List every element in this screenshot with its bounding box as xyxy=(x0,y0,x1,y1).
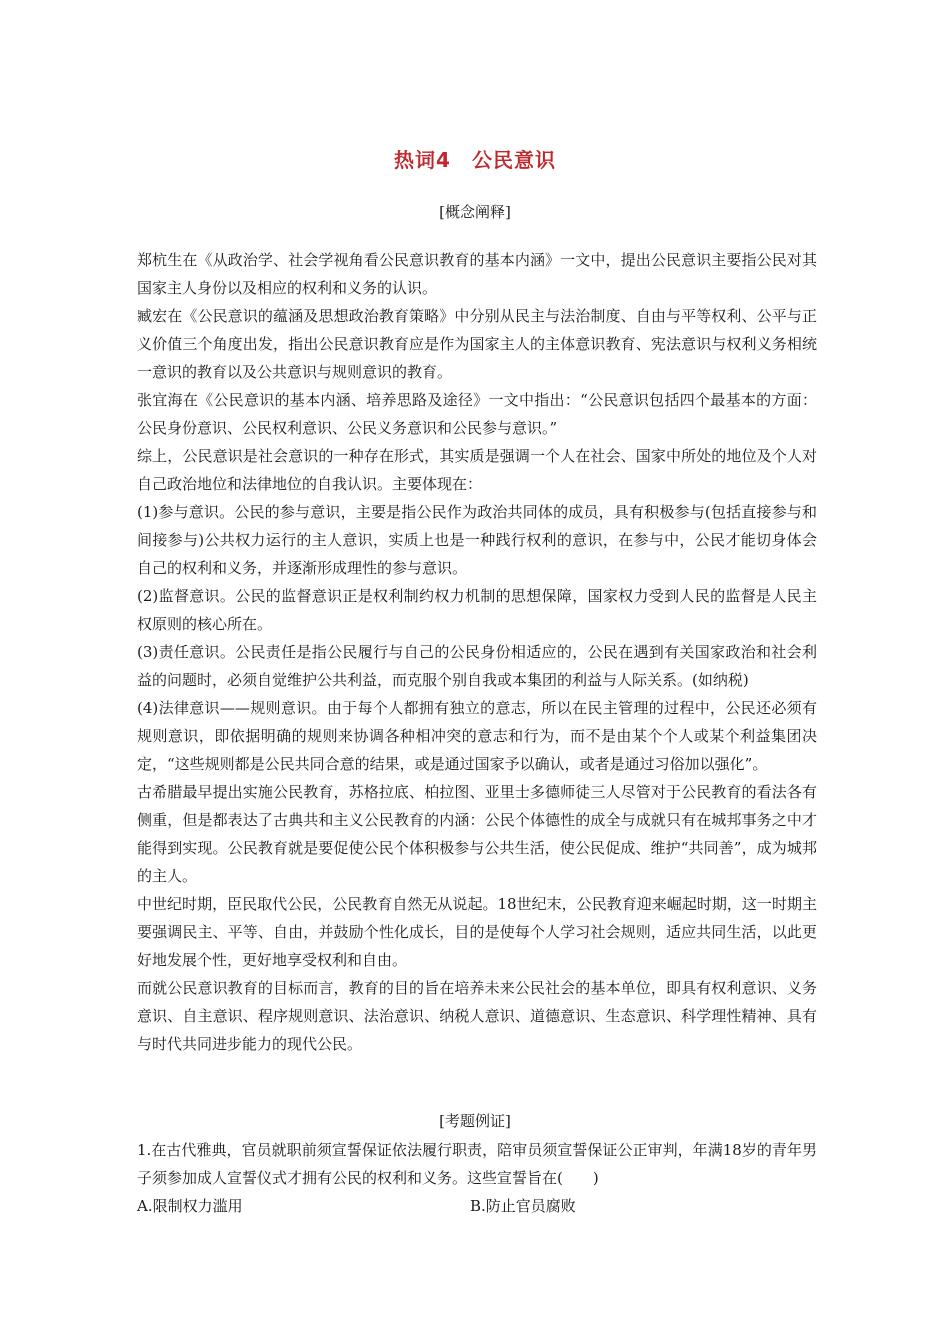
paragraph: 中世纪时期，臣民取代公民，公民教育自然无从说起。18世纪末，公民教育迎来崛起时期，这一时期主要强调民主、平等、自由，并鼓励个性化成长，目的是使每个人学习社会规则，适应共同生活，以此更好地发展个性，更好地享受权利和自由。 xyxy=(137,895,817,969)
paragraph: 而就公民意识教育的目标而言，教育的目的旨在培养未来公民社会的基本单位，即具有权利意识、义务意识、自主意识、程序规则意识、法治意识、纳税人意识、道德意识、生态意识、科学理性精神、具有与时代共同进步能力的现代公民。 xyxy=(137,979,817,1053)
concept-section-label: [概念阐释] xyxy=(439,203,511,221)
question-text: 1.在古代雅典，官员就职前须宣誓保证依法履行职责，陪审员须宣誓保证公正审判，年满18岁的青年男子须参加成人宣誓仪式才拥有公民的权利和义务。这些宣誓旨在( ) xyxy=(137,1141,817,1187)
exam-section-label: [考题例证] xyxy=(439,1112,511,1130)
paragraph: 臧宏在《公民意识的蕴涵及思想政治教育策略》中分别从民主与法治制度、自由与平等权利、公平与正义价值三个角度出发，指出公民意识教育应是作为国家主人的主体意识教育、宪法意识与权利义务相统一意识的教育以及公共意识与规则意识的教育。 xyxy=(137,307,817,381)
paragraph: (2)监督意识。公民的监督意识正是权利制约权力机制的思想保障，国家权力受到人民的监督是人民主权原则的核心所在。 xyxy=(137,587,817,633)
option-a: A.限制权力滥用 xyxy=(137,1197,243,1215)
option-b: B.防止官员腐败 xyxy=(470,1197,576,1215)
paragraph: 张宜海在《公民意识的基本内涵、培养思路及途径》一文中指出：“公民意识包括四个最基本的方面：公民身份意识、公民权利意识、公民义务意识和公民参与意识。” xyxy=(137,391,817,437)
concept-body xyxy=(137,246,817,1058)
question-1 xyxy=(137,1136,817,1192)
paragraph: (1)参与意识。公民的参与意识，主要是指公民作为政治共同体的成员，具有积极参与(包括直接参与和间接参与)公共权力运行的主人意识，实质上也是一种践行权利的意识，在参与中，公民才能切身体会自己的权利和义务，并逐渐形成理性的参与意识。 xyxy=(137,503,817,577)
paragraph: 古希腊最早提出实施公民教育，苏格拉底、柏拉图、亚里士多德师徒三人尽管对于公民教育的看法各有侧重，但是都表达了古典共和主义公民教育的内涵：公民个体德性的成全与成就只有在城邦事务之中才能得到实现。公民教育就是要促使公民个体积极参与公共生活，使公民促成、维护“共同善”，成为城邦的主人。 xyxy=(137,783,817,885)
paragraph: (3)责任意识。公民责任是指公民履行与自己的公民身份相适应的，公民在遇到有关国家政治和社会利益的问题时，必须自觉维护公共利益，而克服个别自我或本集团的利益与人际关系。(如纳税) xyxy=(137,643,817,689)
paragraph: (4)法律意识——规则意识。由于每个人都拥有独立的意志，所以在民主管理的过程中，公民还必须有规则意识，即依据明确的规则来协调各种相冲突的意志和行为，而不是由某个个人或某个利益集团决定，“这些规则都是公民共同合意的结果，或是通过国家予以确认，或者是通过习俗加以强化”。 xyxy=(137,699,817,773)
paragraph: 郑杭生在《从政治学、社会学视角看公民意识教育的基本内涵》一文中，提出公民意识主要指公民对其国家主人身份以及相应的权利和义务的认识。 xyxy=(137,251,817,297)
paragraph: 综上，公民意识是社会意识的一种存在形式，其实质是强调一个人在社会、国家中所处的地位及个人对自己政治地位和法律地位的自我认识。主要体现在： xyxy=(137,447,817,493)
page-title: 热词4 公民意识 xyxy=(394,148,556,172)
